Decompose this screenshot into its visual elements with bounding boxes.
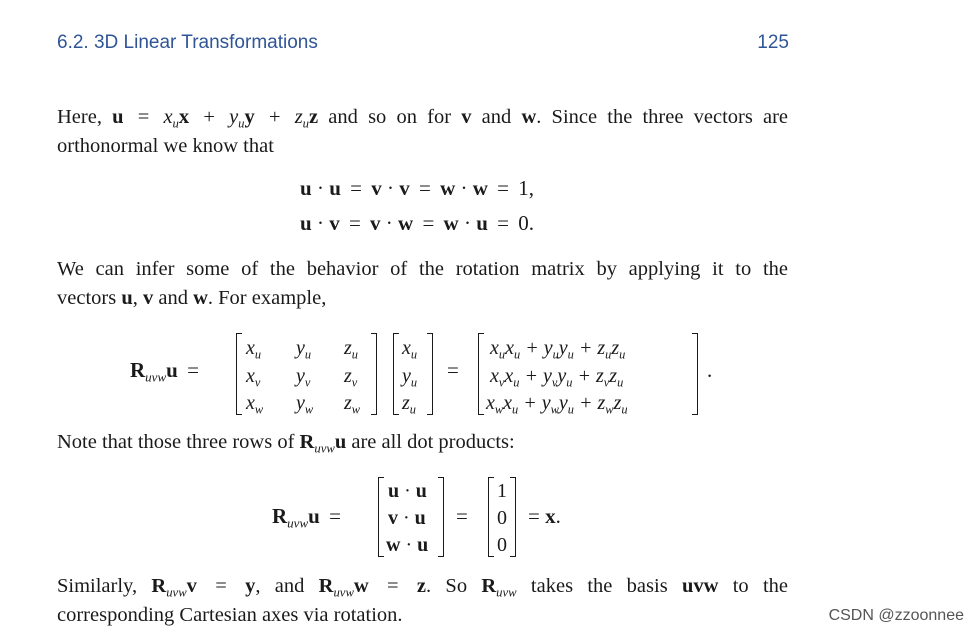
watermark: CSDN @zzoonnee bbox=[828, 607, 964, 624]
paragraph-2-line-2: vectors u, v and w. For example, bbox=[57, 287, 327, 309]
equation-orthonormal-2: u · v = v · w = w · u = 0. bbox=[300, 211, 534, 235]
matrix-dots: u · u v · u w · u bbox=[378, 477, 444, 557]
paragraph-1 bbox=[57, 103, 788, 161]
equation-matrix-product: $R_{uvw}u$ = $x_u$ $y_u$ $z_u$ $x_v$ $y_v$ $z_v$ $x_w$ $y_w$ $z_w$ $x_u$ $y_u$ $z_u$ = $x_ux_u + y_uy_u + z_uz_u$ $x_vx_u + y_vy_u + z_vz_u$ $x_wx_u + y_wy_u + z_wz_u$ . bbox=[0, 330, 976, 415]
paragraph-3: Note that those three rows of $R_{uvw}u$ are all dot products: bbox=[57, 431, 515, 456]
section-title: 6.2. 3D Linear Transformations bbox=[57, 32, 318, 53]
paragraph-1-line-2: orthonormal we know that bbox=[57, 135, 274, 157]
vector-x: 1 0 0 bbox=[488, 477, 516, 557]
equation-dot-products: $R_{uvw}u$ = u · u v · u w · u = 1 0 0 = x. bbox=[0, 474, 976, 559]
paragraph-1-line-1: Here, $u = x_ux + y_uy + z_uz$ and so on for v and w. Since the three vectors are bbox=[57, 106, 789, 131]
matrix-basis: $x_u$ $y_u$ $z_u$ $x_v$ $y_v$ $z_v$ $x_w$ $y_w$ $z_w$ bbox=[236, 333, 377, 415]
page-header bbox=[57, 32, 789, 54]
paragraph-2-line-1: We can infer some of the behavior of the rotation matrix by applying it to the bbox=[57, 258, 788, 280]
paragraph-4: Similarly, $R_{uvw}v = y$, and $R_{uvw}w = z$. So $R_{uvw}$ takes the basis uvw to the corresponding Cartesian axes via rotation. bbox=[57, 575, 789, 626]
page-number: 125 bbox=[757, 32, 789, 53]
paragraph-2 bbox=[57, 255, 788, 313]
vector-u: $x_u$ $y_u$ $z_u$ bbox=[393, 333, 433, 415]
equation-orthonormal-1: u · u = v · v = w · w = 1, bbox=[300, 176, 534, 200]
matrix-result: $x_ux_u + y_uy_u + z_uz_u$ $x_vx_u + y_vy_u + z_vz_u$ $x_wx_u + y_wy_u + z_wz_u$ bbox=[478, 333, 698, 415]
